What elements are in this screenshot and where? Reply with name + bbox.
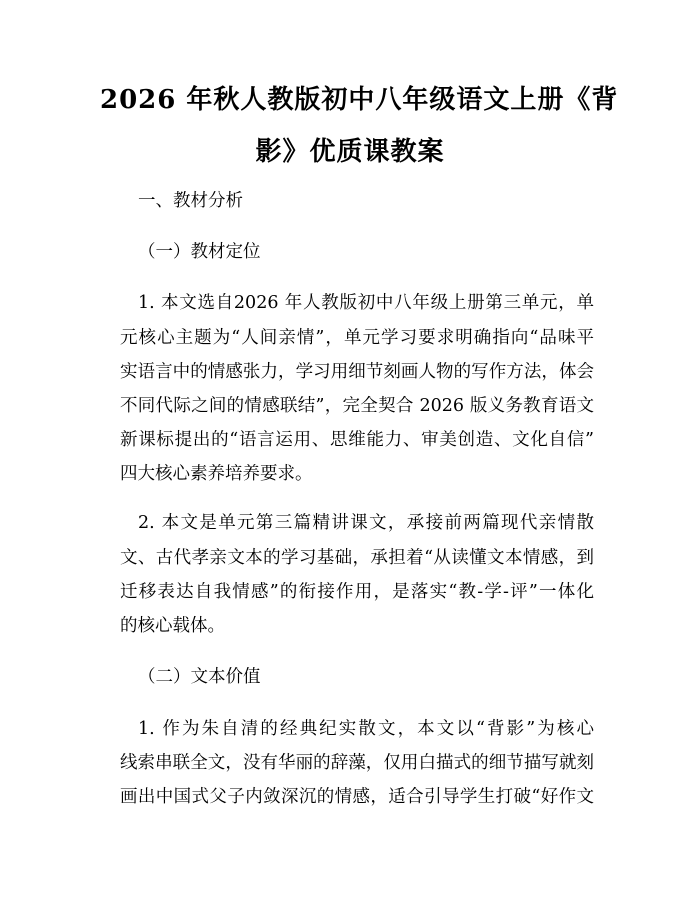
paragraph-1-line: 实语言中的情感张力，学习用细节刻画人物的写作方法，体会: [120, 362, 594, 382]
paragraph-1-line: 四大核心素养培养要求。: [120, 464, 313, 484]
paragraph-1-line: 元核心主题为“人间亲情”，单元学习要求明确指向“品味平: [120, 328, 594, 348]
paragraph-2-line: 的核心载体。: [120, 616, 225, 636]
paragraph-3-line: 线索串联全文，没有华丽的辞藻，仅用白描式的细节描写就刻: [120, 753, 594, 773]
paragraph-1-line: 1. 本文选自2026 年人教版初中八年级上册第三单元，单: [138, 293, 594, 313]
document-title-line-1: 2026 年秋人教版初中八年级语文上册《背: [100, 85, 619, 115]
paragraph-2-line: 迁移表达自我情感”的衔接作用，是落实“教-学-评”一体化: [120, 582, 594, 602]
subsection-heading-positioning: （一）教材定位: [138, 242, 261, 262]
paragraph-2-line: 2. 本文是单元第三篇精讲课文，承接前两篇现代亲情散: [138, 513, 594, 533]
paragraph-3-line: 1. 作为朱自清的经典纪实散文，本文以“背影”为核心: [138, 719, 594, 739]
paragraph-1-line: 新课标提出的“语言运用、思维能力、审美创造、文化自信”: [120, 430, 594, 450]
subsection-heading-text-value: （二）文本价值: [138, 667, 261, 687]
paragraph-2-line: 文、古代孝亲文本的学习基础，承担着“从读懂文本情感，到: [120, 548, 594, 568]
section-heading-textbook-analysis: 一、教材分析: [138, 191, 243, 211]
paragraph-1-line: 不同代际之间的情感联结”，完全契合 2026 版义务教育语文: [120, 396, 594, 416]
document-title-line-2: 影》优质课教案: [255, 137, 445, 167]
paragraph-3-line: 画出中国式父子内敛深沉的情感，适合引导学生打破“好作文: [120, 787, 594, 807]
